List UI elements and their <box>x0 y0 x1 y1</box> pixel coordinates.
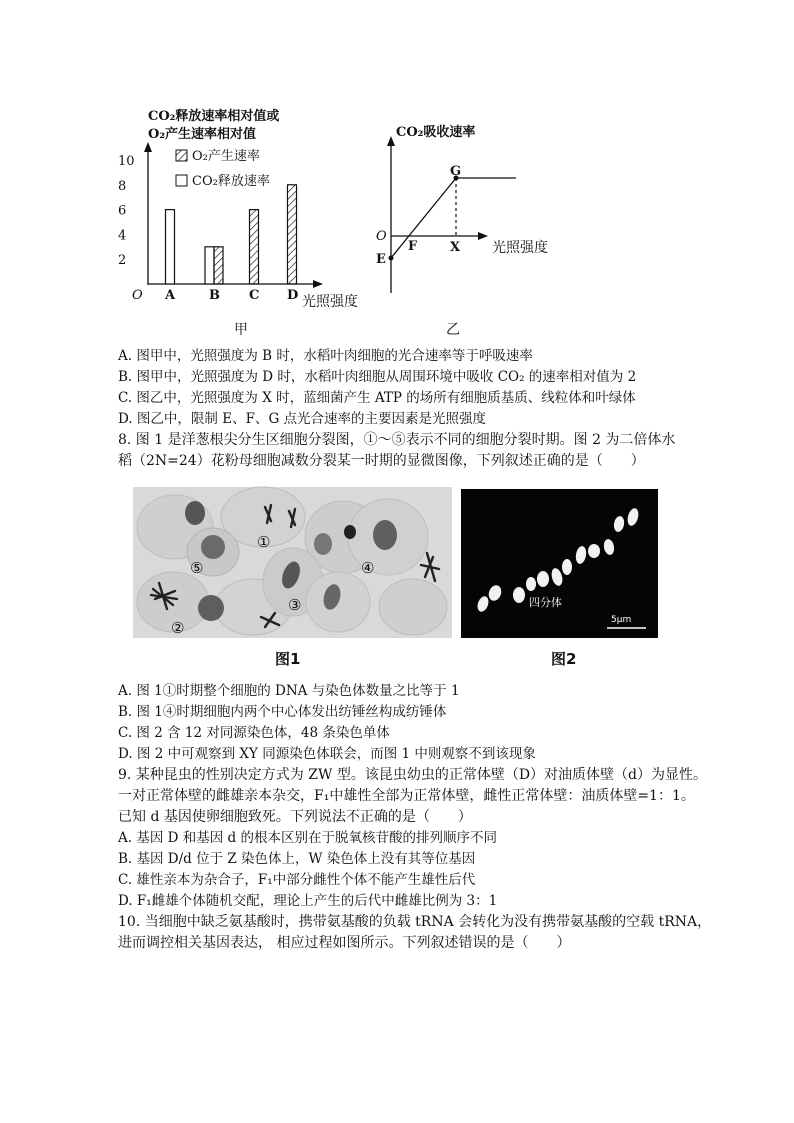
fig2-scale-label: 5μm <box>611 615 632 625</box>
figure-2-caption: 图2 <box>551 650 577 668</box>
cell <box>379 579 447 635</box>
nucleus <box>198 595 224 621</box>
legend-co2-label: CO₂释放速率 <box>192 174 270 189</box>
y-tick-label: 4 <box>118 228 127 244</box>
q8-option-c: C. 图 2 含 12 对同源染色体，48 条染色单体 <box>118 725 390 741</box>
x-axis-label: 光照强度 <box>302 294 358 310</box>
q10-stem-line2: 进而调控相关基因表达， 相应过程如图所示。下列叙述错误的是（ ） <box>118 935 571 951</box>
x-tick-label: A <box>165 288 176 303</box>
q7-option-a: A. 图甲中，光照强度为 B 时，水稻叶肉细胞的光合速率等于呼吸速率 <box>118 348 533 364</box>
q9-option-c: C. 雄性亲本为杂合子，F₁中部分雌性个体不能产生雄性后代 <box>118 872 476 888</box>
q9-stem-line3: 已知 d 基因使卵细胞致死。下列说法不正确的是（ ） <box>118 809 472 825</box>
yi-x-axis-arrow <box>478 232 488 240</box>
point-e <box>389 256 394 261</box>
y-axis-arrow <box>144 142 152 152</box>
q8-stem-line1: 8. 图 1 是洋葱根尖分生区细胞分裂图，①～⑤表示不同的细胞分裂时期。图 2 为二倍体水 <box>118 432 676 448</box>
y-tick-label: 8 <box>118 178 127 194</box>
label-x: X <box>450 240 461 255</box>
q9-option-a: A. 基因 D 和基因 d 的根本区别在于脱氧核苷酸的排列顺序不同 <box>118 830 497 846</box>
nucleus <box>314 533 332 555</box>
nucleus <box>201 535 225 559</box>
fig1-label-5: ⑤ <box>190 559 204 577</box>
label-g: G <box>450 164 462 179</box>
q8-option-d: D. 图 2 中可观察到 XY 同源染色体联会，而图 1 中则观察不到该现象 <box>118 746 536 762</box>
y-tick-label: 10 <box>118 154 135 169</box>
x-axis-arrow <box>313 280 323 288</box>
fig1-label-4: ④ <box>361 559 375 577</box>
bar-co2-B <box>205 247 214 284</box>
nucleus <box>344 525 356 539</box>
figure-2-micrograph <box>461 489 658 638</box>
yi-origin: O <box>376 229 387 244</box>
legend-co2-swatch <box>176 175 187 186</box>
label-f: F <box>408 239 418 254</box>
fig1-label-1: ① <box>257 533 271 551</box>
legend-o2-label: O₂产生速率 <box>192 149 260 164</box>
x-tick-label: C <box>249 288 260 303</box>
q7-option-c: C. 图乙中，光照强度为 X 时，蓝细菌产生 ATP 的场所有细胞质基质、线粒体和叶绿体 <box>118 390 636 406</box>
q8-stem-line2: 稻（2N=24）花粉母细胞减数分裂某一时期的显微图像，下列叙述正确的是（ ） <box>118 453 645 469</box>
q10-stem-line1: 10. 当细胞中缺乏氨基酸时，携带氨基酸的负载 tRNA 会转化为没有携带氨基酸的空载 tRNA， <box>118 914 712 930</box>
q9-stem-line1: 9. 某种昆虫的性别决定方式为 ZW 型。该昆虫幼虫的正常体壁（D）对油质体壁（d）为显性。 <box>118 767 708 783</box>
x-tick-label: D <box>287 288 299 303</box>
bar-o2-C <box>250 210 259 284</box>
chart-jia <box>118 100 358 340</box>
caption-jia: 甲 <box>234 322 248 338</box>
chart-yi <box>370 118 570 298</box>
bar-co2-A <box>166 210 175 284</box>
nucleus <box>185 501 205 525</box>
figure-1-caption: 图1 <box>275 650 301 668</box>
yi-x-axis-label: 光照强度 <box>492 240 548 256</box>
q8-option-a: A. 图 1①时期整个细胞的 DNA 与染色体数量之比等于 1 <box>118 683 460 699</box>
y-tick-label: 2 <box>118 253 127 269</box>
q9-option-b: B. 基因 D/d 位于 Z 染色体上，W 染色体上没有其等位基因 <box>118 851 476 867</box>
origin-label: O <box>132 288 143 303</box>
q8-option-b: B. 图 1④时期细胞内两个中心体发出纺锤丝构成纺锤体 <box>118 704 447 720</box>
yi-rising-line <box>391 178 456 258</box>
caption-yi: 乙 <box>446 322 460 338</box>
x-tick-label: B <box>209 288 220 303</box>
fig1-label-3: ③ <box>288 596 302 614</box>
bar-o2-D <box>288 185 297 284</box>
y-axis-label-line1: CO₂释放速率相对值或 <box>148 109 280 124</box>
bar-o2-B <box>214 247 223 284</box>
label-e: E <box>376 252 386 267</box>
fig1-label-2: ② <box>171 619 185 637</box>
q9-option-d: D. F₁雌雄个体随机交配，理论上产生的后代中雌雄比例为 3：1 <box>118 893 498 909</box>
legend-o2-swatch <box>176 150 187 161</box>
y-tick-label: 6 <box>118 203 127 219</box>
q7-option-d: D. 图乙中，限制 E、F、G 点光合速率的主要因素是光照强度 <box>118 411 487 427</box>
q9-stem-line2: 一对正常体壁的雌雄亲本杂交，F₁中雄性全部为正常体壁，雌性正常体壁：油质体壁=1：1。 <box>118 788 695 804</box>
y-axis-label-line2: O₂产生速率相对值 <box>148 127 257 142</box>
yi-y-axis-arrow <box>387 136 395 146</box>
nucleus <box>373 520 397 550</box>
q7-option-b: B. 图甲中，光照强度为 D 时，水稻叶肉细胞从周围环境中吸收 CO₂ 的速率相对值为 2 <box>118 369 637 385</box>
fig2-tetrad-label: 四分体 <box>529 596 562 609</box>
yi-y-axis-label: CO₂吸收速率 <box>396 125 476 140</box>
figure-1-micrograph <box>133 487 452 638</box>
